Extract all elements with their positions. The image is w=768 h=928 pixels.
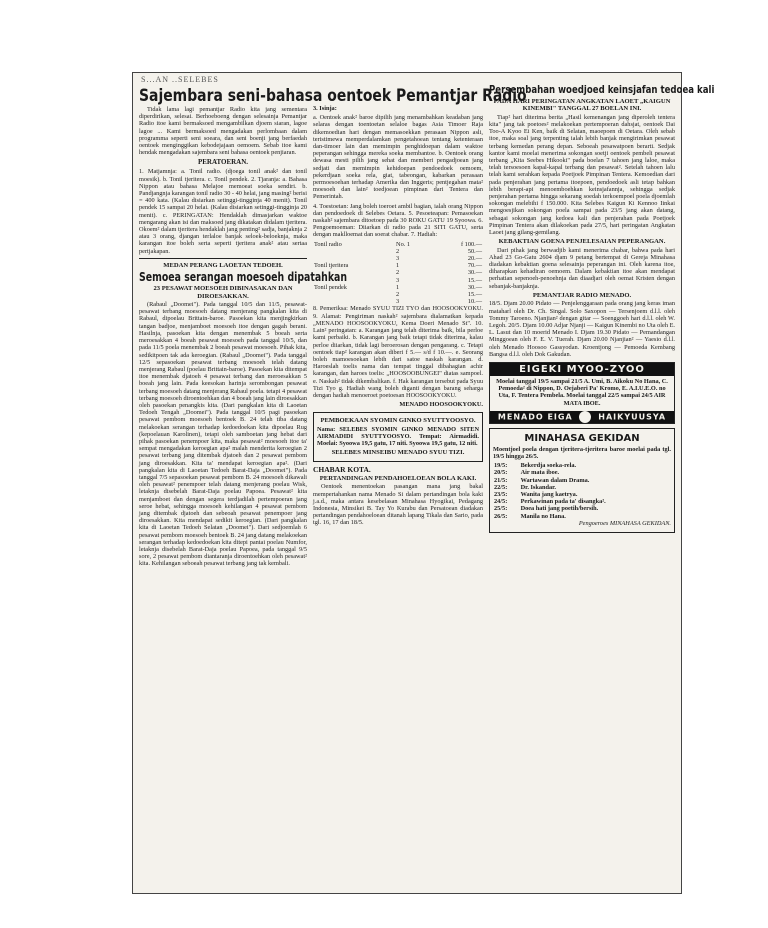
war-section-title: MEDAN PERANG LAOETAN TEDOEH. [163,261,283,269]
theatre-text: Moentjoel poela dengan tjeritera-tjeritera baroe moelai pada tgl. 19/5 hingga 26/5. [493,445,671,460]
isi-text: a. Oentoek anak² baroe dipilih jang menambahkan keadaban jang selaras dengan toentoetan selaloe bagas Asia Timoer Raja dikemoedian hari dengan memasoekkan perasaan Nippon asli, teristimewa memperdalamkan pengetahoean tentang ketenteraan dan-timoer lain dan memimpin penghidoepan dalam waktoe peperangan sehingga mereka soeka membantoe. b. Oentoek orang dewasa mesti pilih jang sehat dan memberi pengadjoean jang sedjati dan memimpin kehidoepan pendoedoek oemoem, pekerdjaan soeka rela, giat, tabeongan, kabarkan perasaan permoesoehan terhadap Amerika dan Inggeris; pentjegahan mata² moesoeh dan lain² toedjoean pimpinan dari Tentera dan Pemerintah. [313,114,483,201]
schedule-date: 25/5: [494,505,508,513]
schedule-row [493,469,671,476]
schedule-title: Air mata iboe. [520,469,560,477]
cinema-name: MENADO EIGA [497,412,573,422]
schedule-date: 21/5: [494,476,508,484]
prize-rank: 1 [396,262,400,270]
service-text: Dari pihak jang berwadjib kami menerima chabar, bahwa pada hari Ahad 23 Go-Gatu 2604 djam 9 petang bertempat di Gereja Minahasa diadakan kebaktian goena selesainja peperangan ini. Oleh karena itoe, diharapkan kehadiran oemoem. Dalam kebaktian itoe akan mendapat perhatian sepenoeh-penoehnja dan diaadjari oleh oemat Kristen dengan sebanjak-banjaknja. [489,246,675,290]
signature: MENADO HOOSOOKYOKU. [399,401,483,409]
prize-amount: 70.— [467,262,482,270]
prize-rank: 2 [396,247,400,255]
schedule-row [493,477,671,484]
schedule-date: 24/5: [494,498,508,506]
prize-amount: 10.— [467,298,482,306]
schedule-row [493,513,671,520]
service-title: KEBAKTIAN GOENA PENJELESAIAN PEPERANGAN. [498,238,666,246]
prize-rank: 3 [396,255,400,263]
prize-amount: 15.— [467,291,482,299]
theatre-title: MINAHASA GEKIDAN [524,432,640,444]
items2-text: 8. Pemeriksa: Menado SYUU TIZI TYO dan HOOSOOKYOKU. 9. Alamat: Pengiriman naskah² sajembara dialamatkan kepada „MENADO HOOSOOKYOKU, Kema Doeri Menado St". 10. Lain² peringatan: a. Karangan jang telah diterima baik, bila perloe kami perbaiki. b. Karangan jang baik tetapi tidak diterima, kalau perloe diiarkan, tidak lagi beroerosan dengan pengarang. c. Tetapi oentoek tiap² karangan akan diberi f 5.— s/d f 10.—. e. Seorang boleh mamoesoekan lebih dari satoe naskah karangan. d. Haroeslah toelis nama dan tempat tinggal dibahagian achir karangan, dan haroes toelis: „HOOSOOBUNGEI" diatas sampoel. e. Naskah² tidak dikembalikan. f. Hak karangan tersebut pada Syuu Tizi Tyo g. Hadiah wang boleh diganti dengan barang seharga dengan hadiah menoeroet poetoesan HOOSOOKYOKU. [313,305,483,399]
war-text: (Rabaul „Doomei"). Pada tanggal 10/5 dan 11/5, pesawat-pesawat terbang moesoeh datang menjerang pangkalan kita di Rabaul, dipoelau Brittain-baroe. Pasoekan kita menjingkirkan tangan badjoe, menjamboet moesoeh itoe dengan gagah berani. Hasilnja, pasoekan kita dengan menembak 5 boeah serta meroesakkan 4 boeah pesawat moesoeh pada tanggal 10/5, dan pada 11/5 poela menembak 2 boeah pesawat moesoeh. Pihak kita, sedikitpoen tak ada keroegian. (Rabaul „Doomei"). Pada tanggal 12/5 sepasoekan pesawat terbang moesoeh telah datang menjerang Rabaul (poelau Brittain-baroe). Pasoekan kita ditempat itoe menembak djatoeh 4 pesawat terbang dan meroesakkan 5 boeah jang lain. Pada keesokan harinja serombongan pesawat terbang moesoeh datang menjerang Rabaul poela. tetapi 4 pesawat terbang moesoeh diroentoehkan dan 4 boeah jang lain diroesakkan oleh pasoekan penangkis kita. (Dari pangkalan kita di Laoetan Tedoeh Tengah „Doomei"). Pada tanggal 10/5 pagi pasoekan pesawat pembom moesoeh bentoek B. 24 telah tiba datang melakoekan serangan terhadap kedoedoekan kita dipoelau Rug (kepoelauan Karolinen), tetapi oleh samboetan jang hebat dari pihak pasoekan penempoer kita, maka pesawat² moesoeh itoe ta' sempat mengadakan keroegian apa² malah menderita keroegian 2 pesawat terbang jang ditembak djatoeh dan 2 pesawat pembom jang diroesakkan. Kita ta' mendapat keroegian apa². (Dari pangkalan kita di Laoetan Tedoeh Barat-Daja „Doomei"). Pada tanggal 7/5 sepasoekan pesawat pembom B. 24 moesoeh dikawali oleh pesawat² penempoer telah datang menjerang poelau Wisk, letaknja disebelah Barat-Daja poelau Papoea. Pesawat² kita menjamboet dan dengan segera terdjadilah pertempoeran jang seroe hebat, sehingga moesoeh kehilangan 4 pesawat pembom jang ditembak djatoeh dan sebeoah pesawat penempoer jang diroesakkan. Kita mendapat sedikit keroegian. (Dari pangkalan kita di Laoetan Tedoeh Selatan „Doomei"). Dari sedjoemlah 6 pesawat pembom moesoeh bentoek B. 24 jang datang melakoekan serangan terhadap kedoedoekan kita ditepi pantai poelau Numfor, letaknja disebelah Barat-Daja poelau Papoea, pada tanggal 9/5 sore, 2 pesawat pembom diantaranja diroentoehkan oleh pesawat² kita. Kehilangan seboeah pesawat terbang jang tak kembali. [139,301,307,568]
prize-rank: 2 [396,269,400,277]
prize-row [313,277,483,284]
column-3 [489,83,715,537]
football-title: PERTANDINGAN PENDAHOELOEAN BOLA KAKI. [319,474,477,482]
theatre-schedule [493,462,671,520]
prize-rank: 1 [396,283,400,291]
prize-row [313,284,483,291]
prize-rank: 3 [396,276,400,284]
bank-notice [313,412,483,461]
isi-title: 3. Isinja: [313,105,337,112]
schedule-date: 23/5: [494,490,508,498]
prize-cat [313,269,395,276]
rules-text: 1. Matjamnja: a. Tonil radio. (djoega tonil anak² dan tonil moesik). b. Tonil tjeritera. c. Tonil pendek. 2. Tjaranja: a. Bahasa Nippon atau bahasa Melajoe memoeat soeka sendiri. b. Pandjangnja karangan tonil radio 30 - 40 helai, jang masing² berisi = 400 kata. (Kalau disiarkan setinggi-tingginja 40 menit). Tonil pendek 15 sampai 20 helai. (Kalau disiarkan setinggi-tingginja 20 menit). c. PERINGATAN: Hendaklah dimasjarkan waktoe mengarang akan isi dan maksoed jang dikatakan didalam tjeritera. Okoem² dalam tjeritera hendaklah jang penting² sadja, banjaknja 2 atau 3 orang, djangan terlaloe banjak seloek-beloeknja, maka karangan itoe boleh serta seperti tjeritera anak² atau sertaa pertjakapan. [139,168,307,255]
schedule-row [493,498,671,505]
schedule-title: Dr. Iskandar. [520,483,556,491]
schedule-title: Perkawinan pada ta' disangka². [520,498,606,506]
schedule-title: Bekerdja soeka-rela. [520,462,577,470]
prize-rank: No. 1 [396,240,411,248]
col3-text: Tiap² hari diterima berita „Hasil kemenangan jang diperoleh tentera kita" jang tak poetoes² melakoekan pertempoeran dahsjat, oentoek Dai Too-A Kyoo Ei Ken, baik di Selatan, maoepoen di Oetara. Oleh sebab itoe, maka soal jang terpenting ialah lebih banjak mengirimkan pesawat terbang kemedan perang depan. Seboeah pesawatpoen berarti. Sedjak kantor kami moelai menerima sokongan soetji oentoek pembeli pesawat terbang „Kita Seebes Hikooki" pada boelan 7 tahoen jang laloe, maka telah tersoesoen kapal-kapal terbang dan pesawat². Setelah tahoen lalu telah kami serahkan kepada Poetjoek Pimpinan Tentera. Kemoedian dari pada penjerahan jang pertama itoepoen, pendoedoek asli tetap bahkan lebih berapi-api menoemboehkan keinsjafannja, sehingga sedjak penjerahan pertama hingga sekarang soedah terkoempoel poela djoemlah sokongan melebihi f 150.000. Kita Selebes Kaigun Ki Kennoo Iinkai mengoesjikan sokongan poela sampai pada 23/5 jang akan datang, sebagai sokongan jang kedoea kali dan penjerahan pada Poetjoek Pimpinan Tentera akan dilakoekan pada 27/5, hari peringatan Angkatan Laoet jang gilang-gemilang. [489,113,675,237]
prize-row [313,298,483,305]
schedule-row [493,462,671,469]
schedule-title: Wanita jang kaetrya. [520,490,578,498]
divider [139,258,307,259]
prize-amount: 15.— [467,276,482,284]
prize-table [313,241,483,306]
cinema-footer [490,411,674,423]
radio-schedule: 18/5. Djam 20.00 Pidato — Penjelenggaraan pada orang jang keras iman mataharl oleh Dr. Ch. Singal. Solo Saxopon — Tersenjoem d.l.l. oleh Tommy Taroeno. Njanjian² dengan gitar — Soenggoeh hari d.l.l. oleh W. Legoh. 20/5. Djam 10.00 Adjar Njanji — Kaigun Kinembi no Uta oleh E. L. Lasut dan 10 moerid Menado I. Djam 19.30 Pidato — Pemandangan Minggoean oleh F. E. V. Tuerah. Djam 20.00 Njanjian² — Yaesio d.l.l. oleh Menado Hoosoo Gassyodan. Kroentjong — Pemoeda Kembang Bangsa d.l.l. oleh Dok Gakudan. [489,300,675,358]
prize-cat [313,298,395,305]
football-text: Oentoek menentoekan pasangan mana jang bakal mempertahankan nama Menado Si dalam pertandingan bola kaki j.a.d., maka antara kesebelasan Minahasa Hyogikai, Pedagang Indonesia, Minsikei B. Tay Yo Kurabu dan Persatoean diadakan pertandingan pendahoeloean ditanah lapang Tikala dan Sario, pada tgl. 16, 17 dan 18/5. [313,483,483,527]
prize-row [313,255,483,262]
prize-amount: 30.— [467,283,482,291]
bank-text: Nama: SELEBES SYOMIN GINKO MENADO SITEN AIRMADIDI SYUTTYOOSYO. Tempat: Airmadidi. Moelai: Syoowa 19,5 gatu, 17 niti. Syoowa 19,5 gatu, 12 niti. [317,425,479,448]
schedule-row [493,491,671,498]
prize-row [313,241,483,248]
schedule-date: 19/5: [494,462,508,470]
schedule-row [493,505,671,512]
prize-cat [313,291,395,298]
prize-row [313,262,483,269]
bank-sign: SELEBES MINSEIBU MENADO SYUU TIZI. [331,449,465,457]
col3-subheadline: PADA HARI PERINGATAN ANGKATAN LAOET „KAIGUN KINEMBI" TANGGAL 27 BOELAN INI. [493,98,671,113]
prize-cat: Tonil pendek [314,283,347,291]
theatre-ad [489,428,675,533]
cinema-text: Moelai tanggal 19/5 sampai 21/5 A. Umi, B. Aikoku No Hana, C. Pemoeda² di Nippon, D. Oejaberi Pa' Kromo, E. A.I.U.E.O. no Uta, F. Tentera Pembela. Moelai tanggal 22/5 sampai 24/5 AIR MATA IBOE. [496,377,668,407]
running-head: S...AN ..SELEBES [141,75,219,84]
city-news-title: CHABAR KOTA. [313,464,371,474]
prize-amount: 20.— [467,255,482,263]
cinema-ad [489,362,675,424]
prize-cat [313,248,395,255]
prize-row [313,248,483,255]
prize-cat [313,255,395,262]
newspaper-page [132,72,715,894]
theatre-sign: Pengoeroes MINAHASA GEKIDAN. [578,519,671,527]
cinema-name-2: HAIKYUUSYA [598,412,667,422]
prize-row [313,291,483,298]
emblem-icon [579,411,591,423]
cinema-title: EIGEKI MYOO-ZYOO [490,363,674,376]
schedule-title: Wartawan dalam Drama. [520,476,590,484]
prize-cat: Tonil radio [314,240,342,248]
war-subheadline: 23 PESAWAT MOESOEH DIBINASAKAN DAN DIROESAKKAN. [153,285,293,300]
prize-cat [313,277,395,284]
war-headline: Semoea serangan moesoeh dipatahkan [139,270,348,285]
radio-title: PEMANTJAR RADIO MENADO. [532,291,632,299]
column-2 [313,105,483,529]
schedule-row [493,484,671,491]
rules-title: PERATOERAN. [197,158,249,167]
schedule-title: Manila no Hana. [520,512,566,520]
bank-title: PEMBOEKAAN SYOMIN GINKO SYUTTYOOSYO. [320,417,476,425]
prize-rank: 2 [396,291,400,299]
prize-rank: 3 [396,298,400,306]
schedule-date: 20/5: [494,469,508,477]
prize-cat: Tonil tjeritera [314,262,349,270]
items-text: 4. Toestoetan: Jang boleh toeroet ambil bagian, ialah orang Nippon dan pendoedoek di Selebes Oetara. 5. Pesoeteapan: Pemasoekan naskah² sajembara ditoetoep pada 30 ROKU GATU 19 Syoowa. 6. Pengoemoeman: Diiarkan di radio pada 21 SITI GATU, serta dengan maklloemat dan soerat chabar. 7. Hadiah: [313,202,483,239]
prize-amount: 50.— [467,247,482,255]
prize-amount: f 100.— [461,240,482,248]
schedule-date: 26/5: [494,512,508,520]
schedule-title: Doea hati jang poetih/bersih. [520,505,599,513]
main-headline: Sajembara seni-bahasa oentoek Pemantjar Radio [139,86,527,106]
col3-headline: Persembahan woedjoed keinsjafan tedoea kali [489,83,715,96]
intro-paragraph: Tidak lama lagi pemantjar Radio kita jang sementara diperdirikan, selesai. Berhoeboeng dengan selesainja Pemantjar Radio itoe kami bermaksoed mengambilkan djoem siaran, lagoe lagoe ... Kami bermaksoed mengadakan perlombaan dalam programma seperti seni soeara, dan seni boenji jang berfaedah oentoek menginggikan kebodejajaan oemoem. Sebab itoe kami hendak mengadakan sajembara seni bahasa oentoek penjiaran. [139,106,307,157]
prize-row [313,269,483,276]
prize-amount: 30.— [467,269,482,277]
schedule-date: 22/5: [494,483,508,491]
